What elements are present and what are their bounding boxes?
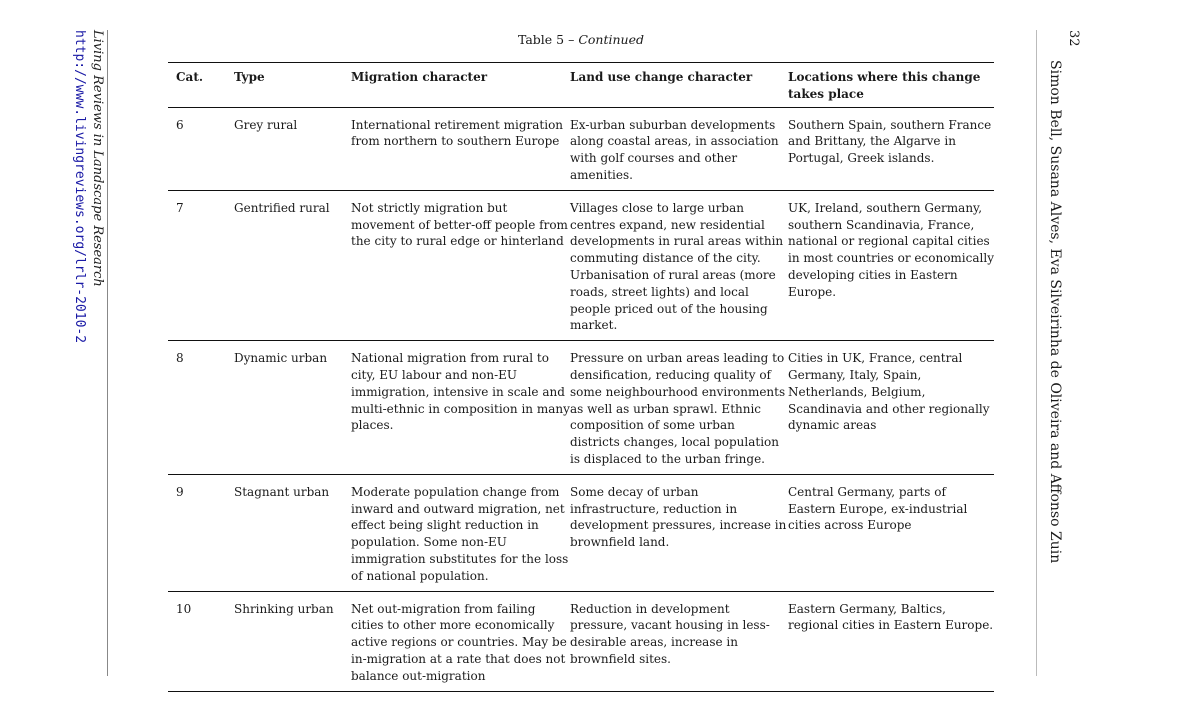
cell-migration: Moderate population change from inward and outward migration, net effect being slight reduction in population. Some non-EU immigration substitutes for the loss of national population. — [351, 484, 569, 583]
land-use-change-table — [168, 62, 994, 692]
cell-type: Dynamic urban — [234, 351, 328, 366]
cell-migration: National migration from rural to city, EU labour and non-EU immigration, intensive in scale and multi-ethnic in composition in many places. — [351, 351, 570, 433]
left-margin-header — [70, 30, 106, 343]
table-caption-continued: Continued — [578, 32, 644, 47]
table-caption-label: Table 5 – — [517, 32, 579, 47]
cell-land-use: Some decay of urban infrastructure, reduction in development pressures, increase in brownfield land. — [570, 484, 787, 550]
cell-cat: 7 — [176, 200, 184, 215]
journal-title: Living Reviews in Landscape Research — [90, 30, 105, 287]
author-list: Simon Bell, Susana Alves, Eva Silveirinha de Oliveira and Affonso Zuin — [1047, 60, 1063, 564]
cell-cat: 6 — [176, 117, 184, 132]
cell-type: Stagnant urban — [234, 484, 330, 499]
header-cat: Cat. — [176, 70, 204, 84]
header-land-use: Land use change character — [570, 70, 753, 84]
header-locations: Locations where this change takes place — [788, 70, 981, 101]
cell-locations: Southern Spain, southern France and Brittany, the Algarve in Portugal, Greek islands. — [788, 117, 992, 166]
right-margin-rule — [1036, 30, 1037, 676]
cell-locations: Central Germany, parts of Eastern Europe, ex-industrial cities across Europe — [788, 484, 968, 533]
page-number: 32 — [1066, 30, 1081, 47]
cell-type: Gentrified rural — [234, 200, 330, 215]
right-margin-header — [1046, 30, 1082, 563]
cell-locations: UK, Ireland, southern Germany, southern Scandinavia, France, national or regional capital cities in most countries or economically developing cities in Eastern Europe. — [788, 200, 994, 299]
cell-type: Grey rural — [234, 117, 298, 132]
cell-land-use: Villages close to large urban centres expand, new residential developments in rural areas within commuting distance of the city. Urbanisation of rural areas (more roads, street lights) and local people priced out of the housing market. — [570, 200, 784, 333]
cell-land-use: Ex-urban suburban developments along coastal areas, in association with golf courses and other amenities. — [570, 117, 779, 182]
cell-migration: International retirement migration from northern to southern Europe — [351, 117, 564, 149]
header-type: Type — [234, 70, 265, 84]
cell-cat: 10 — [176, 601, 192, 616]
left-margin-rule — [107, 30, 108, 676]
table-row — [168, 341, 994, 475]
header-migration: Migration character — [351, 70, 488, 84]
table-row — [168, 107, 994, 190]
cell-land-use: Reduction in development pressure, vacant housing in less-desirable areas, increase in brownfield sites. — [570, 601, 770, 666]
table-row — [168, 190, 994, 340]
cell-cat: 8 — [176, 351, 184, 366]
journal-url-link[interactable]: http://www.livingreviews.org/lrlr-2010-2 — [72, 30, 87, 344]
cell-cat: 9 — [176, 484, 184, 499]
cell-locations: Cities in UK, France, central Germany, Italy, Spain, Netherlands, Belgium, Scandinavia and other regionally dynamic areas — [788, 351, 990, 433]
table-header-row — [168, 63, 994, 108]
cell-land-use: Pressure on urban areas leading to densification, reducing quality of some neighbourhood environments as well as urban sprawl. Ethnic composition of some urban districts changes, local population is displaced to the urban fringe. — [570, 351, 786, 466]
cell-locations: Eastern Germany, Baltics, regional cities in Eastern Europe. — [788, 601, 994, 633]
table-row — [168, 591, 994, 691]
table-row — [168, 474, 994, 591]
cell-migration: Not strictly migration but movement of better-off people from the city to rural edge or hinterland — [351, 200, 568, 249]
table-caption — [168, 32, 994, 47]
cell-type: Shrinking urban — [234, 601, 334, 616]
cell-migration: Net out-migration from failing cities to other more economically active regions or countries. May be in-migration at a rate that does not balance out-migration — [351, 601, 567, 683]
